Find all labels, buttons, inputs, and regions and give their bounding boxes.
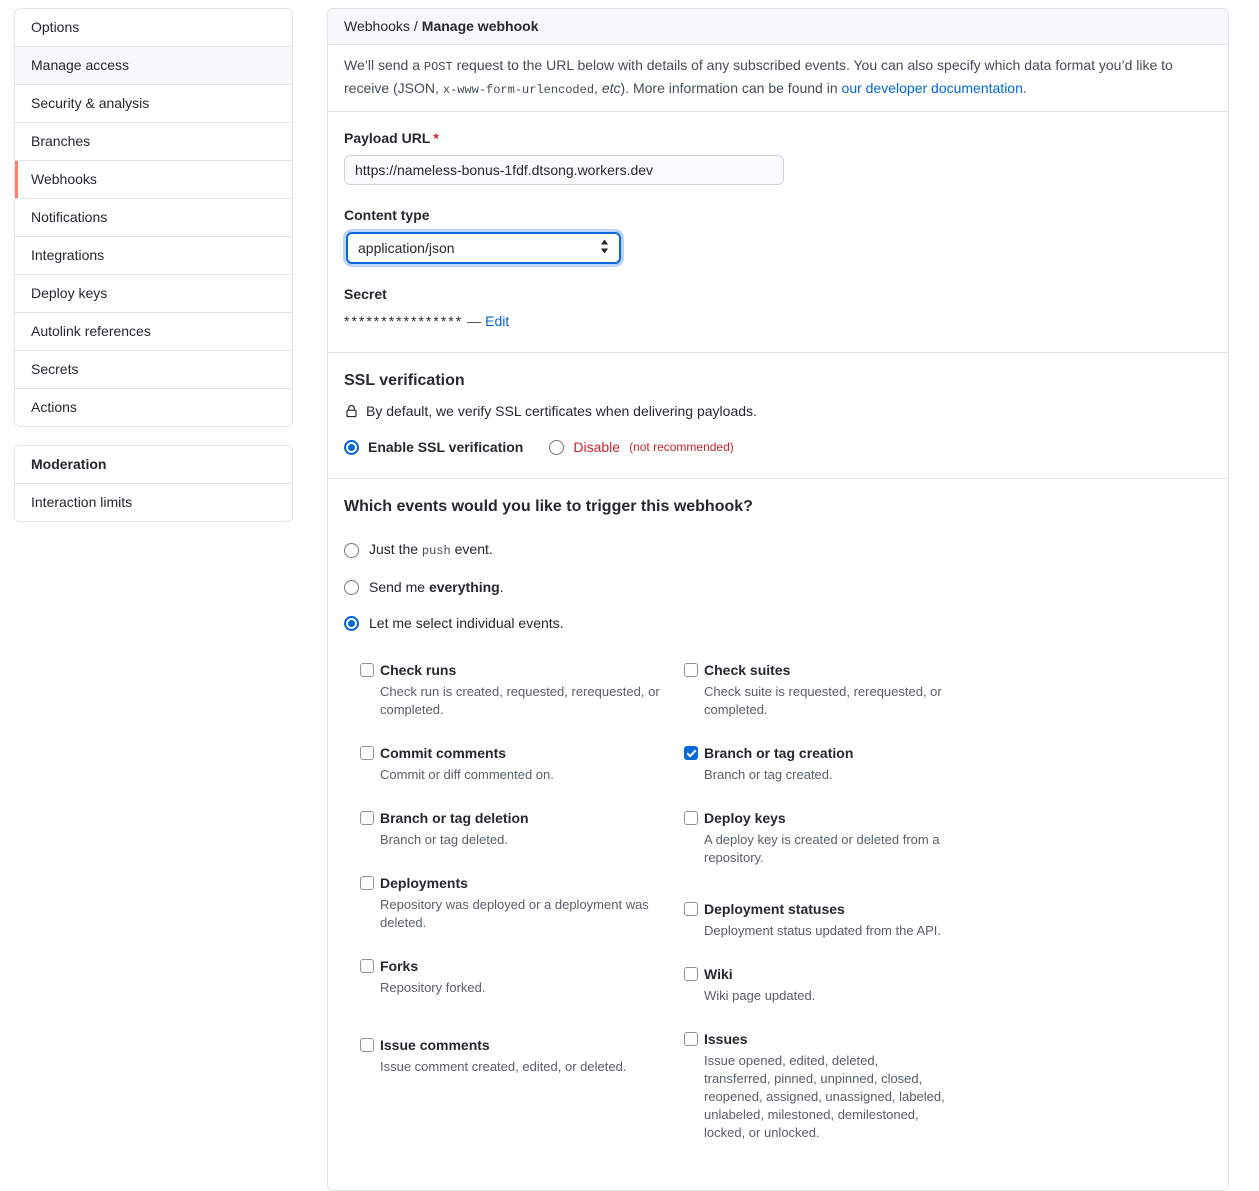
ssl-radio-group	[344, 437, 1212, 458]
event-item-branch-tag-creation	[684, 743, 946, 784]
event-item-issue-comments	[360, 1035, 662, 1076]
event-description: Branch or tag deleted.	[380, 832, 508, 847]
ssl-note-row	[344, 403, 1212, 419]
just-push-post: event.	[450, 541, 493, 557]
intro-text-3: ,	[594, 80, 602, 96]
enable-ssl-radio-option[interactable]	[344, 437, 523, 458]
event-item-issues	[684, 1029, 946, 1142]
event-description: Repository was deployed or a deployment was deleted.	[380, 897, 649, 930]
sidebar-item-deploy-keys[interactable]: Deploy keys	[15, 274, 292, 312]
webhook-intro-text	[344, 55, 1212, 101]
settings-sidebar	[14, 8, 293, 540]
sidebar-item-interaction-limits[interactable]: Interaction limits	[15, 483, 292, 521]
event-item-check-runs	[360, 660, 662, 719]
ssl-verification-section	[328, 353, 1228, 479]
sidebar-item-secrets[interactable]: Secrets	[15, 350, 292, 388]
event-title: Branch or tag creation	[704, 745, 854, 761]
event-title: Wiki	[704, 966, 733, 982]
radio-selected-icon[interactable]	[344, 616, 359, 631]
checkbox-unchecked-icon[interactable]	[360, 811, 374, 825]
event-item-deployments	[360, 873, 662, 932]
sidebar-item-actions[interactable]: Actions	[15, 388, 292, 426]
content-type-select[interactable]	[346, 232, 621, 264]
event-description: Check suite is requested, rerequested, or completed.	[704, 684, 942, 717]
intro-etc: etc	[601, 80, 621, 96]
send-everything-pre: Send me	[369, 579, 429, 595]
just-push-label	[369, 539, 493, 562]
developer-documentation-link[interactable]: our developer documentation	[841, 80, 1023, 96]
event-title: Check suites	[704, 662, 791, 678]
payload-url-label-text: Payload URL	[344, 130, 431, 146]
sidebar-item-options[interactable]: Options	[31, 19, 80, 35]
event-title: Issues	[704, 1031, 748, 1047]
disable-ssl-radio-option[interactable]	[549, 437, 733, 458]
checkbox-unchecked-icon[interactable]	[684, 967, 698, 981]
event-description: Branch or tag created.	[704, 767, 833, 782]
checkbox-unchecked-icon[interactable]	[684, 902, 698, 916]
breadcrumb-separator: /	[413, 18, 418, 34]
breadcrumb-current: Manage webhook	[421, 18, 539, 34]
event-description: Issue opened, edited, deleted, transferred, pinned, unpinned, closed, reopened, assigned, unassigned, labeled, unlabeled, milestoned, demilestoned, locked, or unlocked.	[704, 1053, 945, 1140]
individual-events-label: Let me select individual events.	[369, 615, 564, 631]
intro-text-5: .	[1022, 80, 1027, 96]
disable-ssl-note: (not recommended)	[629, 440, 734, 454]
post-code: POST	[423, 60, 453, 74]
events-column-right	[684, 660, 946, 1166]
just-push-radio-option[interactable]	[344, 539, 1212, 562]
events-heading: Which events would you like to trigger this webhook?	[344, 498, 753, 515]
event-description: A deploy key is created or deleted from a repository.	[704, 832, 940, 865]
event-title: Issue comments	[380, 1037, 490, 1053]
individual-events-radio-option[interactable]	[344, 613, 1212, 634]
sidebar-item-integrations[interactable]: Integrations	[15, 236, 292, 274]
manage-webhook-panel	[327, 8, 1229, 1191]
checkbox-unchecked-icon[interactable]	[360, 746, 374, 760]
event-item-branch-tag-deletion	[360, 808, 662, 849]
event-description: Issue comment created, edited, or deleted.	[380, 1059, 627, 1074]
sidebar-item-manage-access[interactable]: Manage access	[15, 46, 292, 84]
payload-url-field-group	[344, 128, 1212, 185]
sidebar-item-security-analysis[interactable]: Security & analysis	[15, 84, 292, 122]
content-type-label: Content type	[344, 207, 430, 223]
event-title: Forks	[380, 958, 419, 974]
lock-icon	[344, 404, 359, 419]
webhook-events-section	[328, 479, 1228, 1190]
settings-nav	[14, 8, 293, 427]
payload-url-label	[344, 128, 1212, 149]
event-item-deployment-statuses	[684, 899, 946, 940]
sidebar-item-webhooks[interactable]: Webhooks	[15, 160, 292, 198]
event-description: Wiki page updated.	[704, 988, 816, 1003]
intro-text-1: We’ll send a	[344, 57, 424, 73]
secret-field-group	[344, 284, 1212, 332]
radio-unselected-icon[interactable]	[344, 543, 359, 558]
intro-text-4: ). More information can be found in	[620, 80, 842, 96]
disable-ssl-label: Disable	[573, 439, 621, 455]
event-description: Commit or diff commented on.	[380, 767, 554, 782]
event-title: Branch or tag deletion	[380, 810, 529, 826]
content-type-field-group	[344, 205, 1212, 264]
checkbox-unchecked-icon[interactable]	[360, 876, 374, 890]
urlencoded-code: x-www-form-urlencoded	[442, 83, 595, 97]
send-everything-post: .	[499, 579, 504, 595]
everything-bold: everything	[428, 579, 500, 595]
event-item-commit-comments	[360, 743, 662, 784]
sidebar-item-branches[interactable]: Branches	[15, 122, 292, 160]
event-description: Repository forked.	[380, 980, 486, 995]
event-title: Deployment statuses	[704, 901, 845, 917]
moderation-nav	[14, 445, 293, 522]
events-checkbox-grid	[360, 660, 1212, 1166]
intro-text-2: request to the URL below with details of any subscribed events. You can also specify which data format you’d like to receive (JSON,	[344, 57, 1173, 96]
checkbox-unchecked-icon[interactable]	[684, 811, 698, 825]
event-title: Commit comments	[380, 745, 507, 761]
event-title: Check runs	[380, 662, 457, 678]
event-title: Deployments	[380, 875, 468, 891]
webhook-intro	[328, 45, 1228, 112]
radio-unselected-icon[interactable]	[344, 580, 359, 595]
event-item-forks	[360, 956, 662, 997]
sidebar-section-moderation: Moderation	[31, 456, 107, 472]
event-description: Deployment status updated from the API.	[704, 923, 942, 938]
event-description: Check run is created, requested, rerequested, or completed.	[380, 684, 660, 717]
secret-edit-link[interactable]: Edit	[485, 313, 510, 329]
event-title: Deploy keys	[704, 810, 786, 826]
events-column-left	[360, 660, 662, 1166]
event-item-wiki	[684, 964, 946, 1005]
just-push-pre: Just the	[369, 541, 422, 557]
sidebar-item-autolink-references[interactable]: Autolink references	[15, 312, 292, 350]
ssl-note-text: By default, we verify SSL certificates when delivering payloads.	[366, 403, 757, 419]
enable-ssl-label: Enable SSL verification	[368, 439, 524, 455]
send-everything-label	[369, 577, 504, 598]
checkbox-unchecked-icon[interactable]	[360, 1038, 374, 1052]
event-item-check-suites	[684, 660, 946, 719]
content-type-selected-value: application/json	[358, 240, 455, 256]
secret-label: Secret	[344, 286, 387, 302]
sidebar-item-notifications[interactable]: Notifications	[15, 198, 292, 236]
event-item-deploy-keys	[684, 808, 946, 867]
radio-unselected-icon[interactable]	[549, 440, 564, 455]
send-everything-radio-option[interactable]	[344, 577, 1212, 598]
secret-separator: —	[467, 313, 482, 329]
select-arrows-icon	[600, 239, 609, 257]
payload-url-input[interactable]	[344, 155, 784, 185]
checkbox-unchecked-icon[interactable]	[684, 1032, 698, 1046]
checkbox-checked-icon[interactable]	[684, 746, 698, 760]
breadcrumb-webhooks-link[interactable]: Webhooks	[344, 18, 410, 34]
secret-masked-value: ****************	[344, 313, 464, 329]
required-asterisk: *	[433, 130, 439, 146]
ssl-verification-heading: SSL verification	[344, 372, 465, 389]
checkbox-unchecked-icon[interactable]	[360, 959, 374, 973]
radio-selected-icon[interactable]	[344, 440, 359, 455]
checkbox-unchecked-icon[interactable]	[684, 663, 698, 677]
webhook-form-section	[328, 112, 1228, 353]
breadcrumb	[328, 9, 1228, 45]
push-code: push	[421, 544, 451, 558]
checkbox-unchecked-icon[interactable]	[360, 663, 374, 677]
secret-row	[344, 311, 1212, 332]
